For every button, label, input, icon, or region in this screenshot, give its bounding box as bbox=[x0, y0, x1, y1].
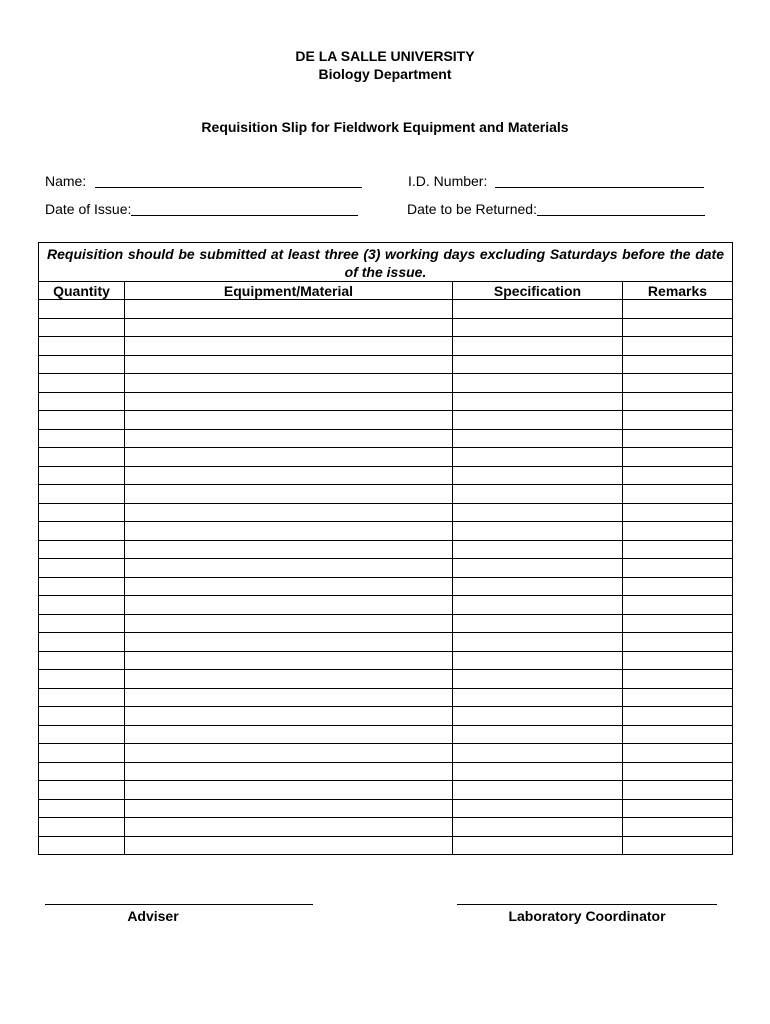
cell-specification[interactable] bbox=[453, 688, 623, 707]
cell-quantity[interactable] bbox=[39, 633, 125, 652]
cell-remarks[interactable] bbox=[623, 799, 733, 818]
name-field[interactable] bbox=[45, 172, 362, 190]
cell-remarks[interactable] bbox=[623, 318, 733, 337]
cell-equipment-material[interactable] bbox=[125, 688, 453, 707]
cell-equipment-material[interactable] bbox=[125, 318, 453, 337]
name-blank-line[interactable] bbox=[95, 173, 362, 188]
coordinator-signature-line[interactable] bbox=[457, 898, 717, 905]
cell-remarks[interactable] bbox=[623, 818, 733, 837]
cell-specification[interactable] bbox=[453, 411, 623, 430]
cell-quantity[interactable] bbox=[39, 503, 125, 522]
cell-quantity[interactable] bbox=[39, 559, 125, 578]
cell-quantity[interactable] bbox=[39, 836, 125, 855]
column-header-equipment-material: Equipment/Material bbox=[125, 282, 453, 300]
date-of-issue-blank-line[interactable] bbox=[131, 201, 358, 216]
adviser-signature-line[interactable] bbox=[45, 898, 313, 905]
table-row bbox=[39, 559, 733, 578]
cell-quantity[interactable] bbox=[39, 707, 125, 726]
cell-equipment-material[interactable] bbox=[125, 762, 453, 781]
cell-specification[interactable] bbox=[453, 540, 623, 559]
cell-remarks[interactable] bbox=[623, 670, 733, 689]
cell-specification[interactable] bbox=[453, 725, 623, 744]
cell-remarks[interactable] bbox=[623, 559, 733, 578]
table-row bbox=[39, 762, 733, 781]
table-row bbox=[39, 707, 733, 726]
cell-equipment-material[interactable] bbox=[125, 392, 453, 411]
cell-specification[interactable] bbox=[453, 466, 623, 485]
cell-specification[interactable] bbox=[453, 318, 623, 337]
cell-specification[interactable] bbox=[453, 300, 623, 319]
cell-remarks[interactable] bbox=[623, 355, 733, 374]
table-row bbox=[39, 318, 733, 337]
table-header-row bbox=[39, 282, 733, 300]
cell-remarks[interactable] bbox=[623, 300, 733, 319]
table-row bbox=[39, 670, 733, 689]
cell-quantity[interactable] bbox=[39, 577, 125, 596]
cell-quantity[interactable] bbox=[39, 781, 125, 800]
cell-equipment-material[interactable] bbox=[125, 503, 453, 522]
cell-specification[interactable] bbox=[453, 633, 623, 652]
cell-quantity[interactable] bbox=[39, 466, 125, 485]
date-of-issue-label: Date of Issue: bbox=[45, 201, 132, 217]
cell-remarks[interactable] bbox=[623, 651, 733, 670]
adviser-label: Adviser bbox=[127, 908, 179, 924]
cell-quantity[interactable] bbox=[39, 540, 125, 559]
cell-equipment-material[interactable] bbox=[125, 651, 453, 670]
cell-remarks[interactable] bbox=[623, 374, 733, 393]
date-to-be-returned-blank-line[interactable] bbox=[537, 201, 705, 216]
cell-equipment-material[interactable] bbox=[125, 466, 453, 485]
cell-equipment-material[interactable] bbox=[125, 799, 453, 818]
table-row bbox=[39, 485, 733, 504]
cell-equipment-material[interactable] bbox=[125, 522, 453, 541]
requisition-table bbox=[38, 242, 733, 855]
cell-remarks[interactable] bbox=[623, 781, 733, 800]
table-row bbox=[39, 466, 733, 485]
cell-quantity[interactable] bbox=[39, 300, 125, 319]
cell-equipment-material[interactable] bbox=[125, 540, 453, 559]
cell-specification[interactable] bbox=[453, 651, 623, 670]
id-number-field[interactable] bbox=[408, 172, 704, 190]
cell-equipment-material[interactable] bbox=[125, 559, 453, 578]
date-of-issue-field[interactable] bbox=[45, 200, 358, 218]
cell-remarks[interactable] bbox=[623, 633, 733, 652]
table-row bbox=[39, 651, 733, 670]
id-number-blank-line[interactable] bbox=[495, 173, 704, 188]
cell-quantity[interactable] bbox=[39, 448, 125, 467]
cell-specification[interactable] bbox=[453, 337, 623, 356]
table-row bbox=[39, 392, 733, 411]
date-to-be-returned-field[interactable] bbox=[407, 200, 705, 218]
cell-specification[interactable] bbox=[453, 670, 623, 689]
cell-quantity[interactable] bbox=[39, 818, 125, 837]
cell-remarks[interactable] bbox=[623, 466, 733, 485]
cell-quantity[interactable] bbox=[39, 688, 125, 707]
cell-remarks[interactable] bbox=[623, 540, 733, 559]
coordinator-label: Laboratory Coordinator bbox=[508, 908, 666, 924]
cell-specification[interactable] bbox=[453, 559, 623, 578]
cell-remarks[interactable] bbox=[623, 836, 733, 855]
cell-quantity[interactable] bbox=[39, 392, 125, 411]
table-row bbox=[39, 300, 733, 319]
cell-specification[interactable] bbox=[453, 577, 623, 596]
table-row bbox=[39, 355, 733, 374]
name-label: Name: bbox=[45, 173, 87, 189]
table-row bbox=[39, 337, 733, 356]
cell-quantity[interactable] bbox=[39, 596, 125, 615]
column-header-quantity: Quantity bbox=[39, 282, 125, 300]
table-row bbox=[39, 503, 733, 522]
cell-specification[interactable] bbox=[453, 596, 623, 615]
university-name: DE LA SALLE UNIVERSITY bbox=[295, 48, 475, 64]
cell-remarks[interactable] bbox=[623, 744, 733, 763]
cell-specification[interactable] bbox=[453, 781, 623, 800]
cell-remarks[interactable] bbox=[623, 577, 733, 596]
cell-equipment-material[interactable] bbox=[125, 355, 453, 374]
cell-equipment-material[interactable] bbox=[125, 411, 453, 430]
cell-equipment-material[interactable] bbox=[125, 836, 453, 855]
cell-equipment-material[interactable] bbox=[125, 374, 453, 393]
table-row bbox=[39, 448, 733, 467]
table-row bbox=[39, 522, 733, 541]
cell-quantity[interactable] bbox=[39, 670, 125, 689]
cell-quantity[interactable] bbox=[39, 485, 125, 504]
cell-specification[interactable] bbox=[453, 355, 623, 374]
cell-quantity[interactable] bbox=[39, 374, 125, 393]
cell-equipment-material[interactable] bbox=[125, 596, 453, 615]
cell-remarks[interactable] bbox=[623, 448, 733, 467]
cell-remarks[interactable] bbox=[623, 411, 733, 430]
cell-specification[interactable] bbox=[453, 836, 623, 855]
cell-remarks[interactable] bbox=[623, 485, 733, 504]
cell-equipment-material[interactable] bbox=[125, 429, 453, 448]
table-row bbox=[39, 818, 733, 837]
cell-quantity[interactable] bbox=[39, 355, 125, 374]
cell-quantity[interactable] bbox=[39, 744, 125, 763]
coordinator-signature-block bbox=[457, 898, 717, 925]
submission-note: Requisition should be submitted at least three (3) working days excluding Saturdays before the date of the issue. bbox=[39, 243, 733, 282]
cell-quantity[interactable] bbox=[39, 411, 125, 430]
cell-remarks[interactable] bbox=[623, 392, 733, 411]
cell-specification[interactable] bbox=[453, 744, 623, 763]
cell-specification[interactable] bbox=[453, 614, 623, 633]
cell-remarks[interactable] bbox=[623, 688, 733, 707]
cell-quantity[interactable] bbox=[39, 725, 125, 744]
date-to-be-returned-label: Date to be Returned: bbox=[407, 201, 537, 217]
cell-quantity[interactable] bbox=[39, 522, 125, 541]
cell-equipment-material[interactable] bbox=[125, 300, 453, 319]
cell-equipment-material[interactable] bbox=[125, 577, 453, 596]
department-name: Biology Department bbox=[318, 66, 452, 82]
table-row bbox=[39, 725, 733, 744]
cell-quantity[interactable] bbox=[39, 614, 125, 633]
cell-specification[interactable] bbox=[453, 818, 623, 837]
cell-specification[interactable] bbox=[453, 522, 623, 541]
cell-quantity[interactable] bbox=[39, 651, 125, 670]
cell-specification[interactable] bbox=[453, 392, 623, 411]
cell-remarks[interactable] bbox=[623, 762, 733, 781]
cell-remarks[interactable] bbox=[623, 522, 733, 541]
cell-remarks[interactable] bbox=[623, 614, 733, 633]
cell-remarks[interactable] bbox=[623, 596, 733, 615]
cell-remarks[interactable] bbox=[623, 337, 733, 356]
table-row bbox=[39, 429, 733, 448]
cell-remarks[interactable] bbox=[623, 503, 733, 522]
cell-quantity[interactable] bbox=[39, 762, 125, 781]
cell-equipment-material[interactable] bbox=[125, 818, 453, 837]
table-row bbox=[39, 688, 733, 707]
cell-equipment-material[interactable] bbox=[125, 633, 453, 652]
id-number-label: I.D. Number: bbox=[408, 173, 488, 189]
cell-specification[interactable] bbox=[453, 448, 623, 467]
column-header-specification: Specification bbox=[453, 282, 623, 300]
cell-equipment-material[interactable] bbox=[125, 670, 453, 689]
table-row bbox=[39, 540, 733, 559]
cell-specification[interactable] bbox=[453, 799, 623, 818]
cell-equipment-material[interactable] bbox=[125, 614, 453, 633]
cell-quantity[interactable] bbox=[39, 799, 125, 818]
cell-equipment-material[interactable] bbox=[125, 448, 453, 467]
cell-remarks[interactable] bbox=[623, 429, 733, 448]
adviser-signature-block bbox=[45, 898, 313, 925]
table-row bbox=[39, 577, 733, 596]
cell-equipment-material[interactable] bbox=[125, 337, 453, 356]
table-body bbox=[39, 300, 733, 855]
column-header-remarks: Remarks bbox=[623, 282, 733, 300]
table-row bbox=[39, 596, 733, 615]
cell-quantity[interactable] bbox=[39, 429, 125, 448]
table-row bbox=[39, 781, 733, 800]
cell-remarks[interactable] bbox=[623, 725, 733, 744]
table-row bbox=[39, 633, 733, 652]
table-row bbox=[39, 411, 733, 430]
table-row bbox=[39, 744, 733, 763]
table-row bbox=[39, 614, 733, 633]
cell-remarks[interactable] bbox=[623, 707, 733, 726]
cell-equipment-material[interactable] bbox=[125, 781, 453, 800]
cell-specification[interactable] bbox=[453, 707, 623, 726]
cell-equipment-material[interactable] bbox=[125, 707, 453, 726]
cell-specification[interactable] bbox=[453, 429, 623, 448]
table-row bbox=[39, 374, 733, 393]
cell-quantity[interactable] bbox=[39, 337, 125, 356]
cell-specification[interactable] bbox=[453, 503, 623, 522]
cell-equipment-material[interactable] bbox=[125, 744, 453, 763]
table-row bbox=[39, 836, 733, 855]
form-title: Requisition Slip for Fieldwork Equipment and Materials bbox=[201, 119, 569, 135]
cell-equipment-material[interactable] bbox=[125, 725, 453, 744]
cell-specification[interactable] bbox=[453, 374, 623, 393]
cell-equipment-material[interactable] bbox=[125, 485, 453, 504]
table-row bbox=[39, 799, 733, 818]
cell-quantity[interactable] bbox=[39, 318, 125, 337]
cell-specification[interactable] bbox=[453, 485, 623, 504]
cell-specification[interactable] bbox=[453, 762, 623, 781]
